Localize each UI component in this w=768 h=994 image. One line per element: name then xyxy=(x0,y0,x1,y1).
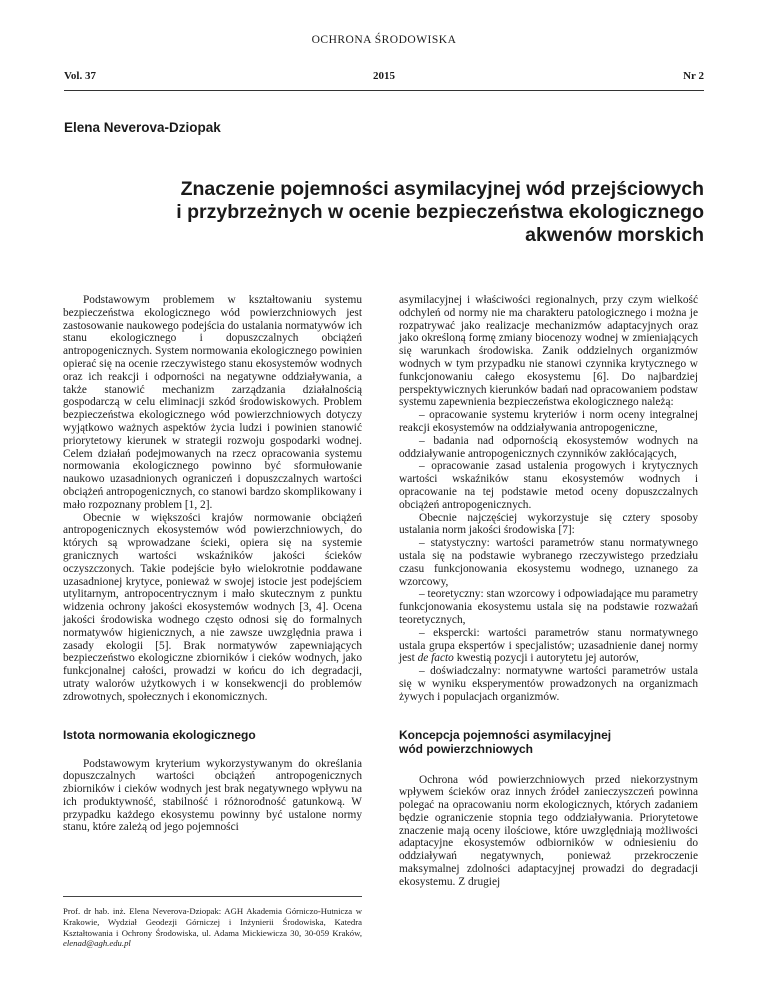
paragraph: Obecnie najczęściej wykorzystuje się cztery sposoby ustalania norm jakości środowiska [7]: xyxy=(399,511,698,537)
issue-number-label: Nr 2 xyxy=(683,70,704,82)
journal-name: OCHRONA ŚRODOWISKA xyxy=(311,34,457,46)
footnote-rule xyxy=(63,896,362,897)
list-item xyxy=(399,627,698,665)
list-item-text: – ekspercki: wartości parametrów stanu normatywnego ustala grupa ekspertów i specjalistów; uzasadnienie danej normy jest xyxy=(399,626,698,665)
latin-phrase: de facto xyxy=(417,652,454,665)
list-item-text: kwestią pozycji i autorytetu jej autorów, xyxy=(456,652,639,665)
article-title xyxy=(64,178,704,247)
list-item: – opracowanie systemu kryteriów i norm oceny integralnej reakcji ekosystemów na oddziaływania antropogeniczne, xyxy=(399,409,698,434)
paragraph: Ochrona wód powierzchniowych przed niekorzystnym wpływem ścieków oraz innych źródeł zanieczyszczeń powinna polegać na opracowaniu norm ekologicznych, których zadaniem będzie ograniczenie stopnia tego oddziaływania. Priorytetowe znaczenie mają oceny ilościowe, które uwzględniają możliwości adaptacyjne ekosystemów odbiorników w odniesieniu do oddziaływań negatywnych, ponieważ przekroczenie maksymalnej zdolności adaptacyjnej prowadzi do degradacji ekosystemu. Z drugiej xyxy=(399,773,698,888)
volume-label: Vol. 37 xyxy=(64,70,96,82)
list-item: – opracowanie zasad ustalenia progowych i krytycznych wartości wskaźników stanu ekosystemów wodnych i opracowanie na tej podstawie metod oceny dopuszczalnych obciążeń antropogenicznych. xyxy=(399,460,698,511)
list-item: – doświadczalny: normatywne wartości parametrów ustala się w wyniku eksperymentów prowadzonych na organizmach żywych i populacjach organizmów. xyxy=(399,665,698,703)
section-heading: Istota normowania ekologicznego xyxy=(63,727,256,742)
paragraph: Podstawowym kryterium wykorzystywanym do określania dopuszczalnych wartości obciążeń antropogenicznych zbiorników i cieków wodnych jest brak negatywnego wpływu na ich produktywność, stabilność i różnorodność gatunkową. W przypadku każdego ekosystemu powinny być ustalone normy stanu, które zależą od jego pojemności xyxy=(63,757,362,834)
list-item: – teoretyczny: stan wzorcowy i odpowiadające mu parametry funkcjonowania ekosystemu ustala się na podstawie rozważań teoretycznych, xyxy=(399,588,698,626)
header-rule xyxy=(64,90,704,91)
title-line: akwenów morskich xyxy=(525,224,704,246)
paragraph: asymilacyjnej i właściwości regionalnych, przy czym wielkość odchyleń od normy nie ma charakteru patologicznego i można je rozpatrywać jako realizacje mechanizmów adaptacyjnych oraz jako określoną formę zmiany biocenozy wodnej w zmieniających się warunkach środowiska. Zanik oddzielnych organizmów wodnych w tym przypadku nie stanowi czynnika krytycznego w funkcjonowaniu całego ekosystemu [6]. Do najbardziej perspektywicznych kierunków badań nad opracowaniem podstaw systemu zapewnienia bezpieczeństwa ekologicznego należą: xyxy=(399,294,698,409)
left-column xyxy=(63,294,362,834)
title-line: i przybrzeżnych w ocenie bezpieczeństwa ekologicznego xyxy=(176,201,704,223)
paragraph: Podstawowym problemem w kształtowaniu systemu bezpieczeństwa ekologicznego wód powierzchniowych jest zastosowanie naukowego podejścia do ustalania normatywów ich stanu ekologicznego i dopuszczalnych obciążeń antropogenicznych. System normowania ekologicznego powinien opierać się na ocenie rzeczywistego stanu ekosystemów wodnych oraz ich reakcji i odporności na negatywne oddziaływania, a także stanowić mechanizm zarządzania działalnością gospodarczą w celu eliminacji szkód środowiskowych. Problem bezpieczeństwa ekologicznego wód powierzchniowych dotyczy wyjątkowo ważnych aspektów życia ludzi i powinien stanowić priorytetowy kierunek w strategii rozwoju gospodarki wodnej. Celem działań podejmowanych na rzecz opracowania systemu normowania ekologicznego powinno być sformułowanie naukowo uzasadnionych ograniczeń i dopuszczalnych wartości obciążeń antropogenicznych, co stanowi bardzo skomplikowany i mało rozpoznany problem [1, 2]. xyxy=(63,294,362,511)
author-name: Elena Neverova-Dziopak xyxy=(64,120,221,135)
author-email[interactable]: elenad@agh.edu.pl xyxy=(63,938,131,949)
list-item: – badania nad odpornością ekosystemów wodnych na oddziaływanie antropogenicznych czynników zakłócających, xyxy=(399,434,698,460)
right-column xyxy=(399,294,698,889)
heading-line: wód powierzchniowych xyxy=(399,741,534,756)
title-line: Znaczenie pojemności asymilacyjnej wód przejściowych xyxy=(180,178,704,200)
issue-info xyxy=(64,70,704,86)
section-heading xyxy=(399,728,698,756)
year-label: 2015 xyxy=(373,70,395,82)
author-footnote xyxy=(63,906,362,949)
footnote-text: Prof. dr hab. inż. Elena Neverova-Dziopak: AGH Akademia Górniczo-Hutnicza w Krakowie, Wydział Geodezji Górniczej i Inżynierii Środowiska, Katedra Kształtowania i Ochrony Środowiska, ul. Adama Mickiewicza 30, 30-059 Kraków, xyxy=(63,906,362,938)
paragraph: Obecnie w większości krajów normowanie obciążeń antropogenicznych ekosystemów wód powierzchniowych, do których są wprowadzane ścieki, opiera się na systemie granicznych wartości wskaźników jakości ścieków oczyszczonych. Takie podejście było wielokrotnie poddawane uzasadnionej krytyce, ponieważ w swojej istocie jest podejściem utylitarnym, antropocentrycznym i mało skutecznym z punktu widzenia ochrony jakości ekosystemów wodnych [3, 4]. Ocena jakości środowiska wodnego często odnosi się do formalnych normatywów higienicznych, a nie zawsze uwzględnia prawa i zasady ekologii [5]. Brak normatywów zapewniających bezpieczeństwo ekologiczne zbiorników i cieków wodnych, jako funkcjonalnej całości, prowadzi w końcu do ich degradacji, utraty walorów użytkowych i w konsekwencji do problemów zdrowotnych, społecznych i ekonomicznych. xyxy=(63,511,362,703)
heading-line: Koncepcja pojemności asymilacyjnej xyxy=(399,727,612,742)
list-item: – statystyczny: wartości parametrów stanu normatywnego ustala się na podstawie wybranego rzeczywistego przedziału czasu funkcjonowania ekosystemu wodnego, uznanego za wzorcowy, xyxy=(399,537,698,588)
